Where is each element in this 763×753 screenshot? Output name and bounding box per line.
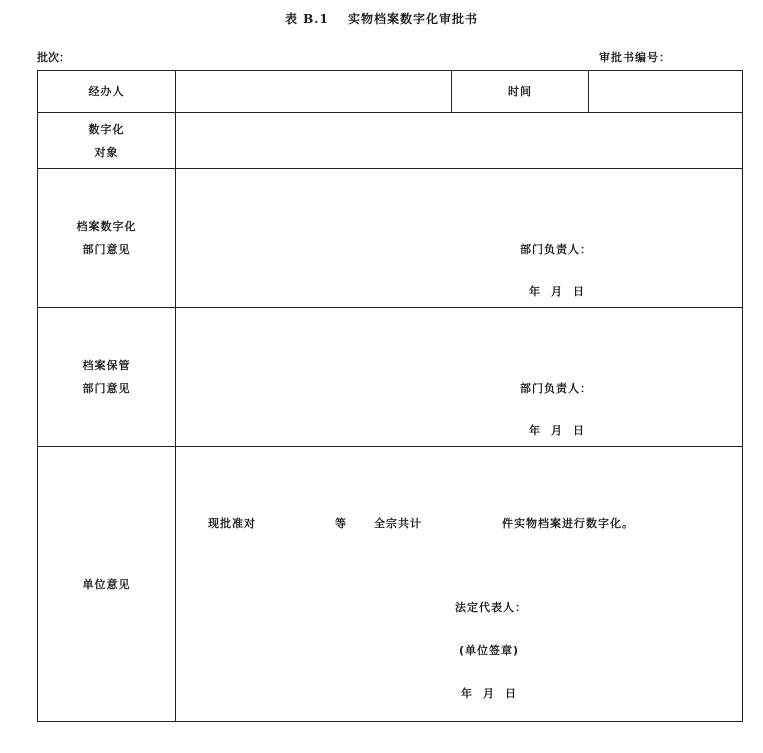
dept-head-label: 部门负责人： <box>520 382 592 395</box>
handler-row <box>38 71 743 113</box>
legal-representative-label: 法定代表人： <box>455 601 527 614</box>
approve-text-part3: 全宗共计 <box>374 517 422 530</box>
digitization-dept-label-line2: 部门意见 <box>82 243 131 256</box>
custody-dept-label-line1: 档案保管 <box>82 359 131 372</box>
object-row <box>38 113 743 169</box>
object-field[interactable] <box>176 113 743 169</box>
object-label-line2: 对象 <box>94 145 119 159</box>
object-label-line1: 数字化 <box>88 122 125 136</box>
custody-dept-opinion-field[interactable] <box>176 308 743 447</box>
digitization-dept-label-line1: 档案数字化 <box>76 220 137 233</box>
date-day: 日 <box>573 285 584 298</box>
custody-dept-label-line2: 部门意见 <box>82 382 131 395</box>
time-label: 时间 <box>452 71 589 113</box>
date-year: 年 <box>529 424 540 437</box>
batch-label: 批次： <box>37 51 70 64</box>
unit-opinion-label: 单位意见 <box>38 447 176 722</box>
date-month: 月 <box>551 285 562 298</box>
digitization-dept-opinion-field[interactable] <box>176 169 743 308</box>
approve-text-part4: 件实物档案进行数字化。 <box>502 517 634 530</box>
unit-opinion-field[interactable] <box>176 447 743 722</box>
time-field[interactable] <box>589 71 743 113</box>
object-label <box>38 113 176 169</box>
unit-seal-label: (单位签章) <box>459 644 520 657</box>
approval-number-label: 审批书编号： <box>599 51 671 64</box>
date-month: 月 <box>551 424 562 437</box>
date-line <box>529 283 595 299</box>
approval-form-table <box>37 70 743 722</box>
digitization-dept-row <box>38 169 743 308</box>
table-number: 表 B.1 <box>284 12 329 26</box>
date-year: 年 <box>461 687 472 700</box>
digitization-dept-label <box>38 169 176 308</box>
custody-dept-label <box>38 308 176 447</box>
date-day: 日 <box>505 687 516 700</box>
date-day: 日 <box>573 424 584 437</box>
handler-label: 经办人 <box>38 71 176 113</box>
handler-field[interactable] <box>176 71 452 113</box>
unit-opinion-row <box>38 447 743 722</box>
approve-text-part1: 现批准对 <box>208 517 256 530</box>
table-title <box>0 10 763 27</box>
form-title: 实物档案数字化审批书 <box>348 12 479 26</box>
date-line <box>461 685 527 701</box>
approve-text-part2: 等 <box>335 517 347 530</box>
dept-head-label: 部门负责人： <box>520 243 592 256</box>
date-month: 月 <box>483 687 494 700</box>
date-line <box>529 422 595 438</box>
date-year: 年 <box>529 285 540 298</box>
custody-dept-row <box>38 308 743 447</box>
